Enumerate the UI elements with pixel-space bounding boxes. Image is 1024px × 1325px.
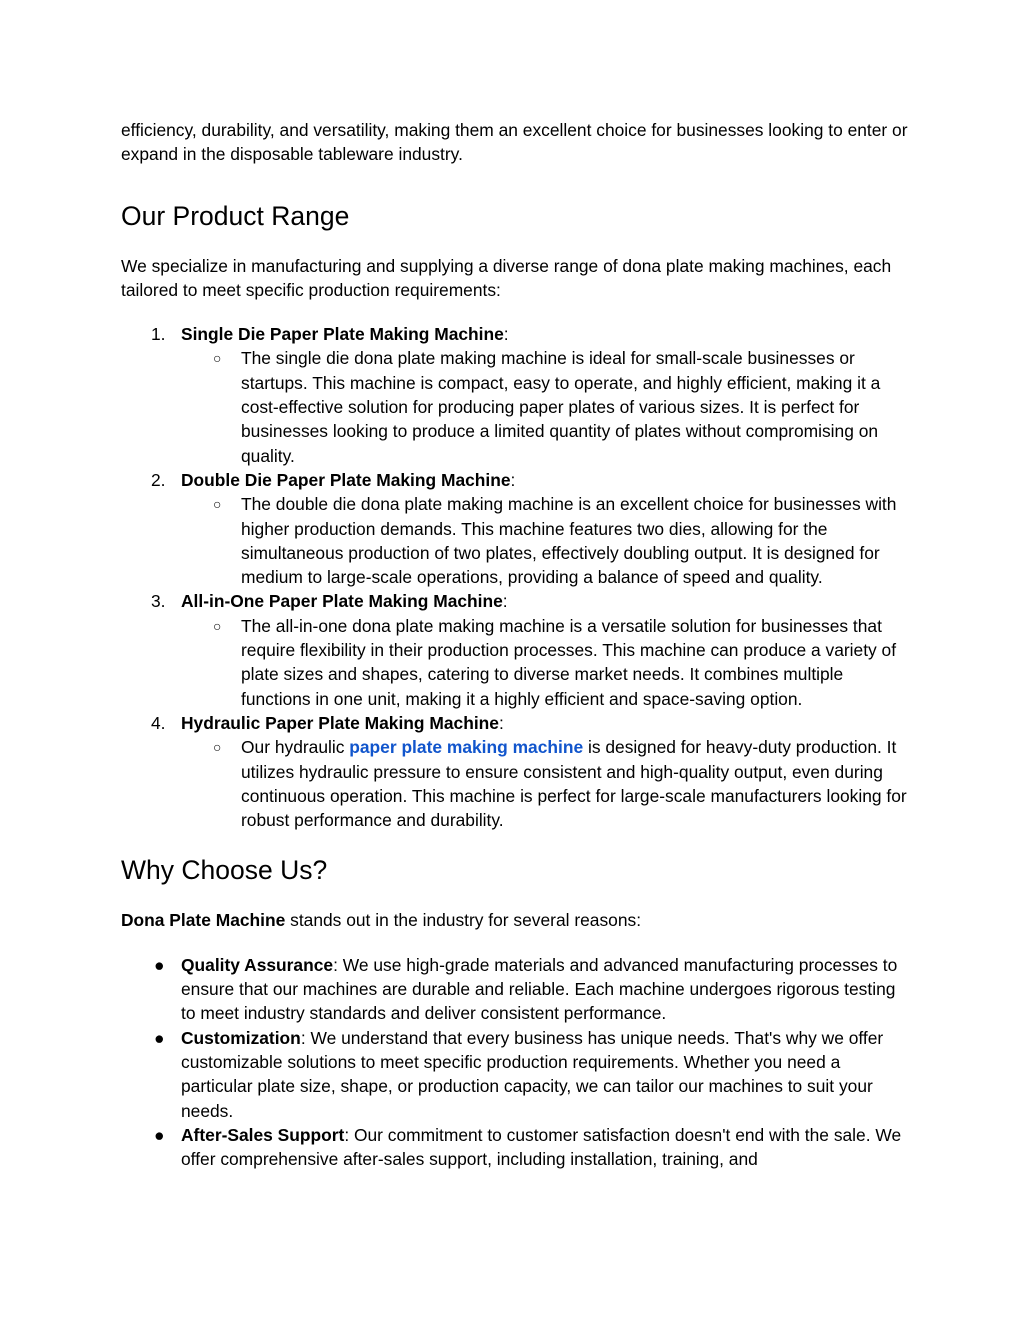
reason-title: After-Sales Support bbox=[181, 1124, 345, 1145]
reason-text: : We understand that every business has unique needs. That's why we offer customizable solutions to meet specific production requirements. Whether you need a particular plate size, shape, or production capacity, we can tailor our machines to suit your needs. bbox=[181, 1027, 884, 1121]
reason-text: : Our commitment to customer satisfaction doesn't end with the sale. We offer comprehensive after-sales support, including installation, training, and bbox=[181, 1124, 902, 1170]
product-list bbox=[121, 322, 911, 832]
list-number: 2. bbox=[151, 469, 166, 490]
colon: : bbox=[503, 324, 509, 345]
product-range-intro: We specialize in manufacturing and supplying a diverse range of dona plate making machines, each tailored to meet specific production requirements: bbox=[121, 255, 892, 300]
reason-title: Quality Assurance bbox=[181, 954, 334, 975]
list-number: 3. bbox=[151, 591, 166, 612]
description-text: The all-in-one dona plate making machine is a versatile solution for businesses that require flexibility in their production processes. This machine can produce a variety of plate sizes and shapes, catering to diverse market needs. It combines multiple functions in one unit, making it a highly efficient and space-saving option. bbox=[241, 615, 897, 709]
list-number: 4. bbox=[151, 712, 166, 733]
list-number: 1. bbox=[151, 324, 166, 345]
product-range-heading: Our Product Range bbox=[121, 200, 350, 231]
product-item-all-in-one bbox=[121, 589, 911, 710]
reason-after-sales-support bbox=[121, 1123, 911, 1172]
description-text-before: Our hydraulic bbox=[241, 737, 350, 758]
product-description bbox=[181, 735, 911, 832]
description-text: The double die dona plate making machine is an excellent choice for businesses with higher production demands. This machine features two dies, allowing for the simultaneous production of two plates, effectively doubling output. It is designed for medium to large-scale operations, providing a balance of speed and quality. bbox=[241, 494, 897, 588]
why-choose-heading: Why Choose Us? bbox=[121, 855, 328, 886]
product-description bbox=[181, 492, 911, 589]
product-title: Double Die Paper Plate Making Machine bbox=[181, 469, 511, 490]
product-description bbox=[181, 614, 911, 711]
reason-quality-assurance bbox=[121, 953, 911, 1026]
product-item-hydraulic bbox=[121, 711, 911, 832]
colon: : bbox=[502, 591, 508, 612]
product-description bbox=[181, 346, 911, 467]
why-choose-intro-text: stands out in the industry for several reasons: bbox=[285, 910, 642, 931]
colon: : bbox=[498, 712, 504, 733]
product-title: Hydraulic Paper Plate Making Machine bbox=[181, 712, 499, 733]
product-item-single-die bbox=[121, 322, 911, 468]
why-choose-intro bbox=[121, 908, 911, 932]
bullet-icon: ● bbox=[154, 1124, 165, 1145]
colon: : bbox=[510, 469, 516, 490]
product-title: Single Die Paper Plate Making Machine bbox=[181, 324, 504, 345]
description-text: The single die dona plate making machine is ideal for small-scale businesses or startups. This machine is compact, easy to operate, and highly efficient, making it a cost-effective solution for producing paper plates of various sizes. It is perfect for businesses looking to produce a limited quantity of plates without compromising on quality. bbox=[241, 348, 881, 466]
reason-text: : We use high-grade materials and advanced manufacturing processes to ensure that our machines are durable and reliable. Each machine undergoes rigorous testing to meet industry standards and deliver consistent performance. bbox=[181, 954, 898, 1024]
description-text-after: is designed for heavy-duty production. It utilizes hydraulic pressure to ensure consistent and high-quality output, even during continuous operation. This machine is perfect for large-scale manufacturers looking for robust performance and durability. bbox=[241, 737, 907, 831]
circle-bullet-icon: ○ bbox=[213, 350, 222, 367]
bullet-icon: ● bbox=[154, 954, 165, 975]
intro-paragraph: efficiency, durability, and versatility, making them an excellent choice for businesses looking to enter or expand in the disposable tableware industry. bbox=[121, 120, 908, 165]
circle-bullet-icon: ○ bbox=[213, 617, 222, 634]
brand-name: Dona Plate Machine bbox=[121, 910, 286, 931]
document-page bbox=[121, 118, 911, 1171]
paper-plate-machine-link[interactable]: paper plate making machine bbox=[349, 737, 584, 758]
reasons-list bbox=[121, 953, 911, 1172]
circle-bullet-icon: ○ bbox=[213, 739, 222, 756]
product-title: All-in-One Paper Plate Making Machine bbox=[181, 591, 503, 612]
reason-customization bbox=[121, 1026, 911, 1123]
circle-bullet-icon: ○ bbox=[213, 496, 222, 513]
bullet-icon: ● bbox=[154, 1027, 165, 1048]
product-item-double-die bbox=[121, 468, 911, 589]
reason-title: Customization bbox=[181, 1027, 301, 1048]
